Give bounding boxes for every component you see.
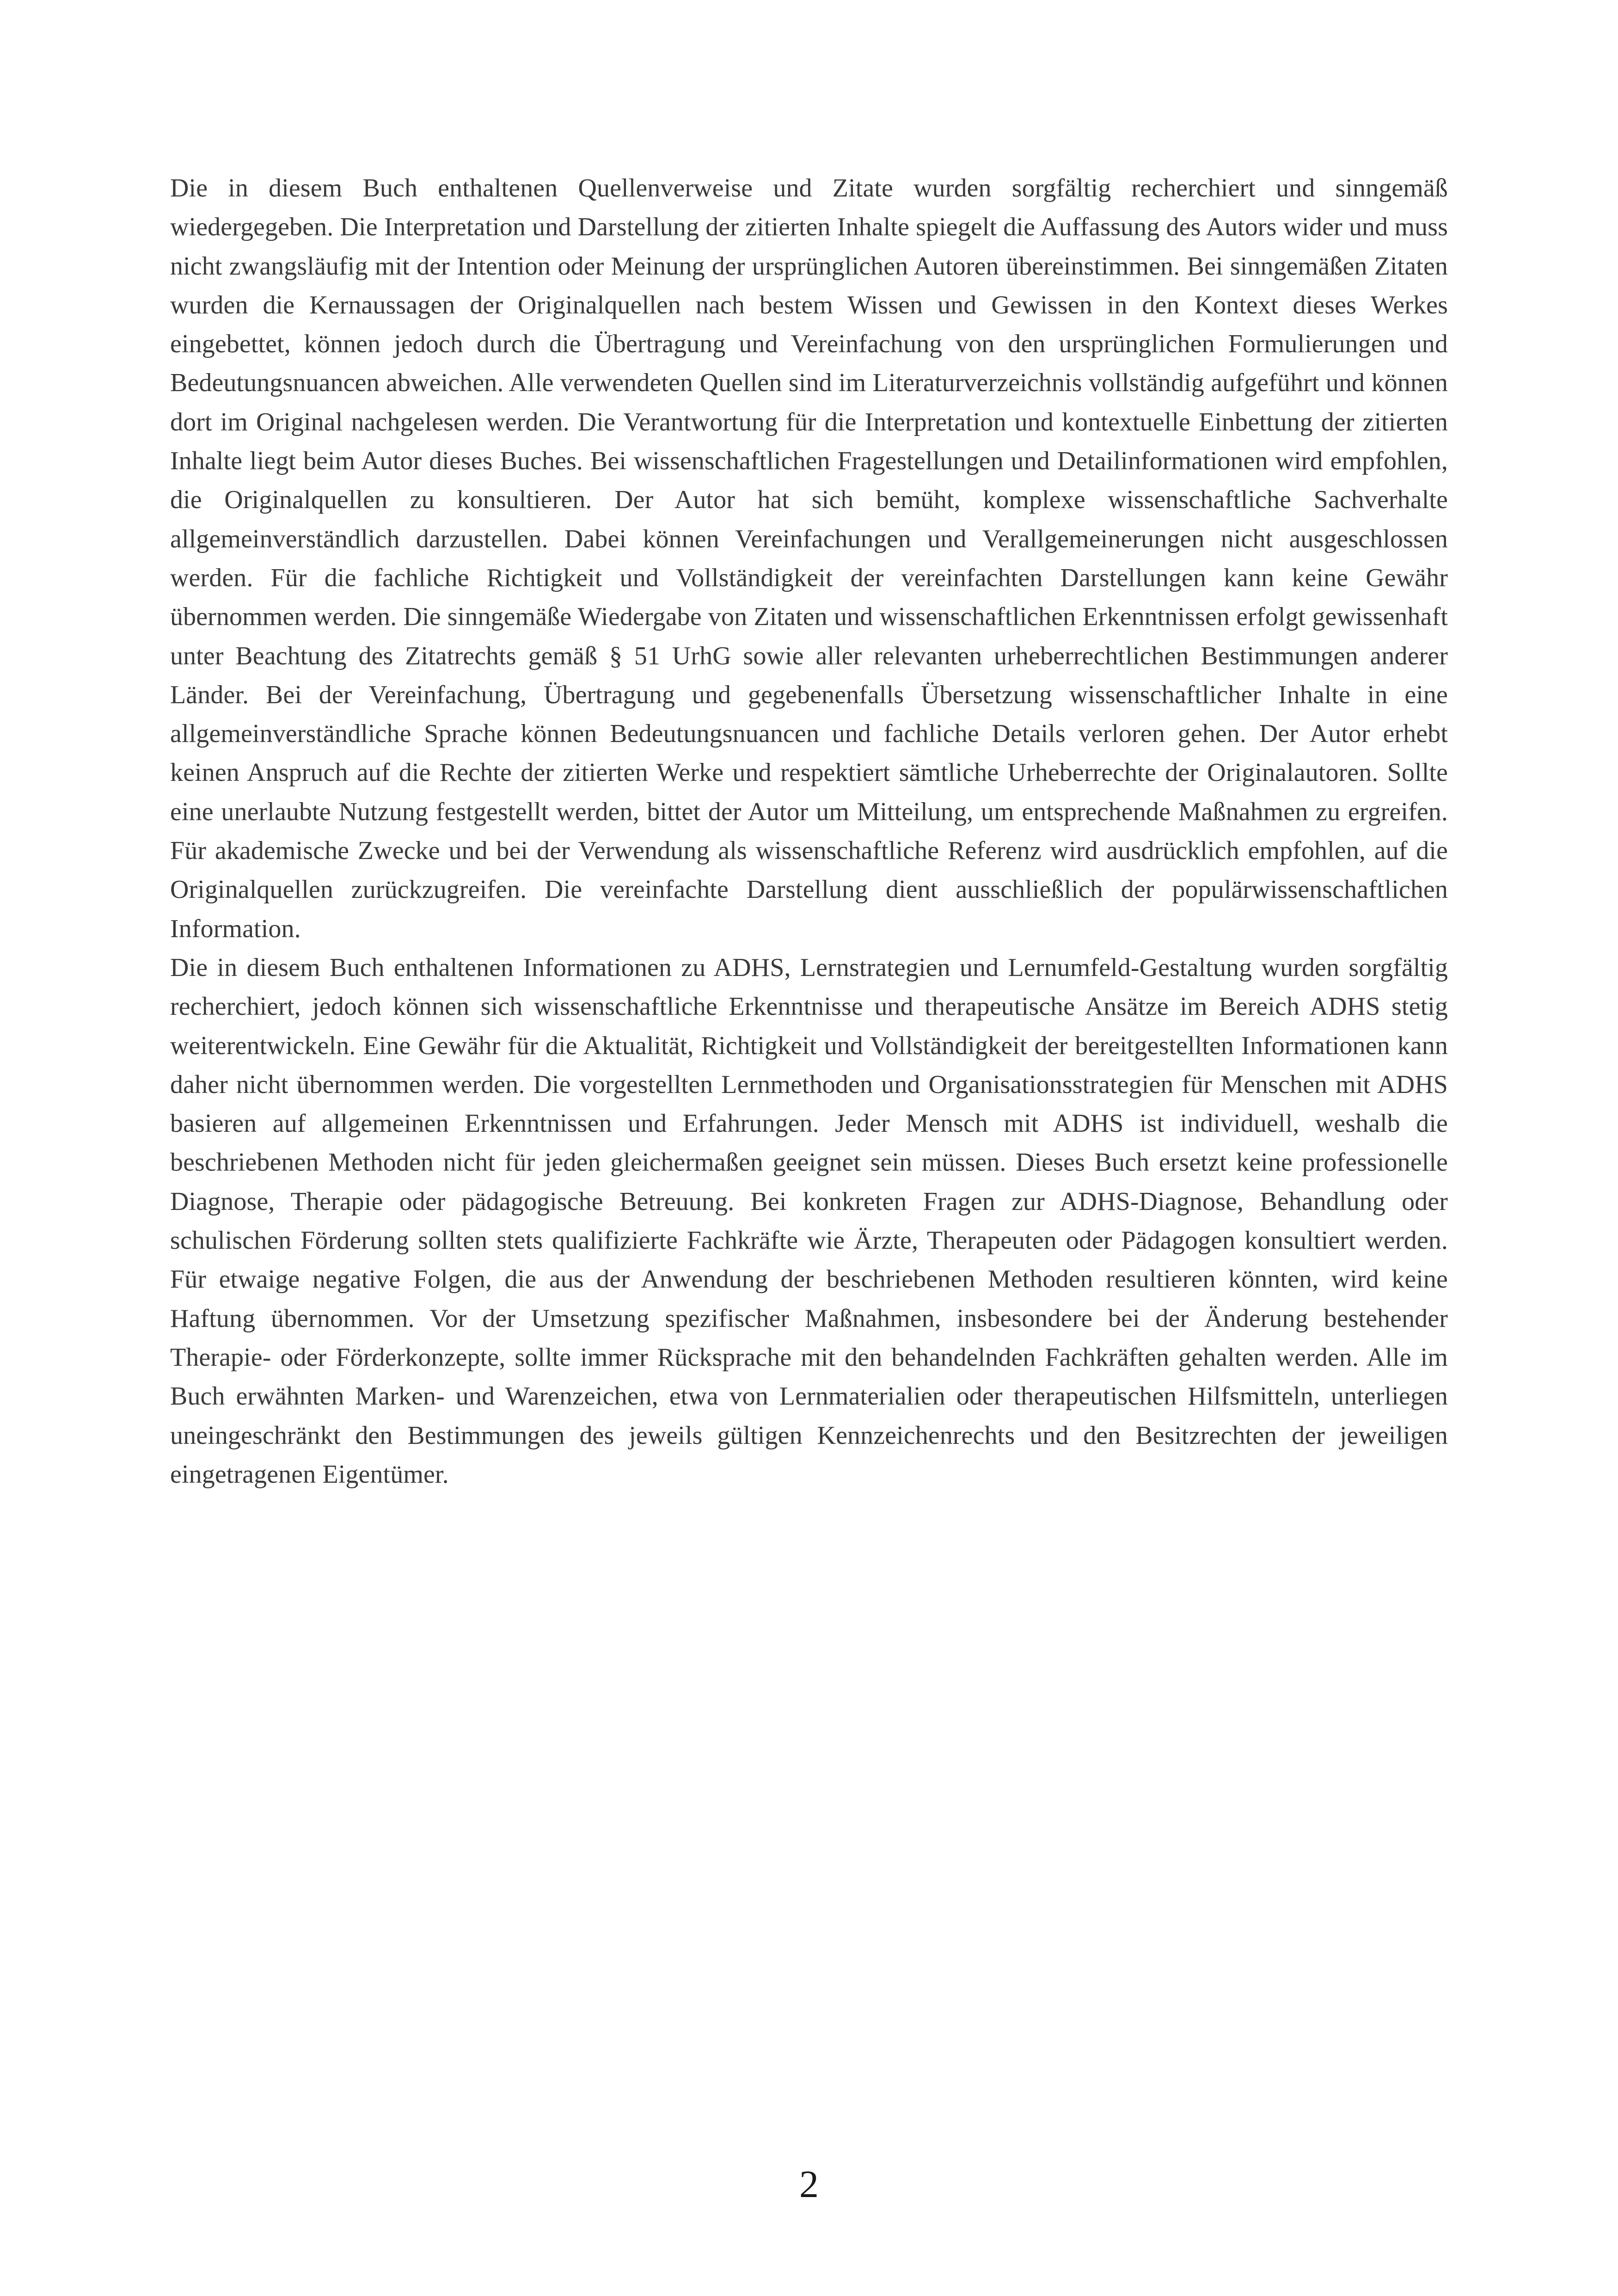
body-text <box>170 169 1448 1494</box>
paragraph-adhs-disclaimer: Die in diesem Buch enthaltenen Informationen zu ADHS, Lernstrategien und Lernumfeld-Gestaltung wurden sorgfältig recherchiert, jedoch können sich wissenschaftliche Erkenntnisse und therapeutische Ansätze im Bereich ADHS stetig weiterentwickeln. Eine Gewähr für die Aktualität, Richtigkeit und Vollständigkeit der bereitgestellten Informationen kann daher nicht übernommen werden. Die vorgestellten Lernmethoden und Organisationsstrategien für Menschen mit ADHS basieren auf allgemeinen Erkenntnissen und Erfahrungen. Jeder Mensch mit ADHS ist individuell, weshalb die beschriebenen Methoden nicht für jeden gleichermaßen geeignet sein müssen. Dieses Buch ersetzt keine professionelle Diagnose, Therapie oder pädagogische Betreuung. Bei konkreten Fragen zur ADHS-Diagnose, Behandlung oder schulischen Förderung sollten stets qualifizierte Fachkräfte wie Ärzte, Therapeuten oder Pädagogen konsultiert werden. Für etwaige negative Folgen, die aus der Anwendung der beschriebenen Methoden resultieren könnten, wird keine Haftung übernommen. Vor der Umsetzung spezifischer Maßnahmen, insbesondere bei der Änderung bestehender Therapie- oder Förderkonzepte, sollte immer Rücksprache mit den behandelnden Fachkräften gehalten werden. Alle im Buch erwähnten Marken- und Warenzeichen, etwa von Lernmaterialien oder therapeutischen Hilfsmitteln, unterliegen uneingeschränkt den Bestimmungen des jeweils gültigen Kennzeichenrechts und den Besitzrechten der jeweiligen eingetragenen Eigentümer. <box>170 953 1448 1489</box>
page-number: 2 <box>799 2163 819 2206</box>
paragraph-citations-disclaimer: Die in diesem Buch enthaltenen Quellenverweise und Zitate wurden sorgfältig recherchiert und sinngemäß wiedergegeben. Die Interpretation und Darstellung der zitierten Inhalte spiegelt die Auffassung des Autors wider und muss nicht zwangsläufig mit der Intention oder Meinung der ursprünglichen Autoren übereinstimmen. Bei sinngemäßen Zitaten wurden die Kernaussagen der Originalquellen nach bestem Wissen und Gewissen in den Kontext dieses Werkes eingebettet, können jedoch durch die Übertragung und Vereinfachung von den ursprünglichen Formulierungen und Bedeutungsnuancen abweichen. Alle verwendeten Quellen sind im Literaturverzeichnis vollständig aufgeführt und können dort im Original nachgelesen werden. Die Verantwortung für die Interpretation und kontextuelle Einbettung der zitierten Inhalte liegt beim Autor dieses Buches. Bei wissenschaftlichen Fragestellungen und Detailinformationen wird empfohlen, die Originalquellen zu konsultieren. Der Autor hat sich bemüht, komplexe wissenschaftliche Sachverhalte allgemeinverständlich darzustellen. Dabei können Vereinfachungen und Verallgemeinerungen nicht ausgeschlossen werden. Für die fachliche Richtigkeit und Vollständigkeit der vereinfachten Darstellungen kann keine Gewähr übernommen werden. Die sinngemäße Wiedergabe von Zitaten und wissenschaftlichen Erkenntnissen erfolgt gewissenhaft unter Beachtung des Zitatrechts gemäß § 51 UrhG sowie aller relevanten urheberrechtlichen Bestimmungen anderer Länder. Bei der Vereinfachung, Übertragung und gegebenenfalls Übersetzung wissenschaftlicher Inhalte in eine allgemeinverständliche Sprache können Bedeutungsnuancen und fachliche Details verloren gehen. Der Autor erhebt keinen Anspruch auf die Rechte der zitierten Werke und respektiert sämtliche Urheberrechte der Originalautoren. Sollte eine unerlaubte Nutzung festgestellt werden, bittet der Autor um Mitteilung, um entsprechende Maßnahmen zu ergreifen. Für akademische Zwecke und bei der Verwendung als wissenschaftliche Referenz wird ausdrücklich empfohlen, auf die Originalquellen zurückzugreifen. Die vereinfachte Darstellung dient ausschließlich der populärwissenschaftlichen Information. <box>170 174 1448 943</box>
